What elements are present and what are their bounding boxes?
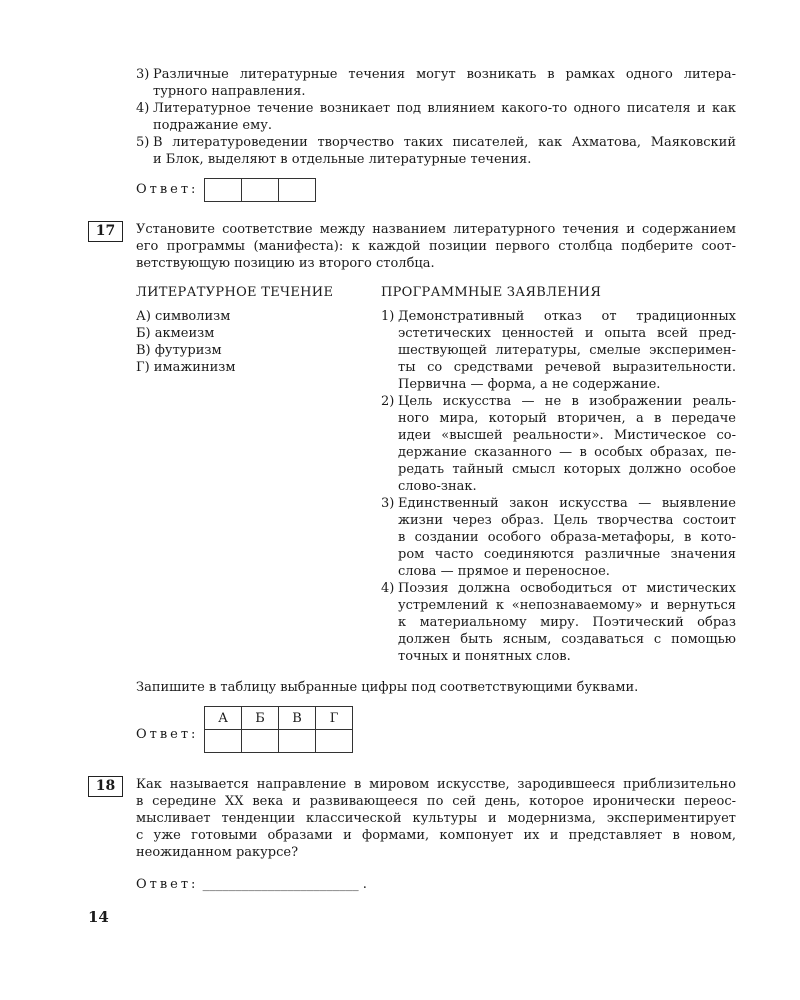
answer-cell-g[interactable] [316, 730, 353, 753]
text-lines [398, 393, 736, 495]
answer-line-q18[interactable] [136, 877, 367, 892]
right-column-header: ПРОГРАММНЫЕ ЗАЯВЛЕНИЯ [381, 285, 602, 300]
text-line: ты со средствами речевой выразительности. [398, 360, 736, 375]
text-line: с уже готовыми образами и формами, компонует их и представляет в новом, [136, 828, 736, 843]
text-line: Различные литературные течения могут возникать в рамках одного литера- [153, 67, 736, 82]
option-number: 2) [381, 394, 395, 409]
text-line: слово-знак. [398, 479, 477, 494]
answer-boxes-q16 [204, 178, 316, 202]
text-lines [398, 580, 736, 665]
text-line: эстетических ценностей и опыта всей пред- [398, 326, 736, 341]
text-line: точных и понятных слов. [398, 649, 571, 664]
answer-label-q18: Ответ: [136, 877, 199, 892]
text-line: слова — прямое и переносное. [398, 564, 610, 579]
text-line: держание сказанного — в особых образах, пе- [398, 445, 736, 460]
text-line: Литературное течение возникает под влиянием какого-то одного писателя и как [153, 101, 736, 116]
text-line: Демонстративный отказ от традиционных [398, 309, 736, 324]
answer-label-q17: Ответ: [136, 727, 199, 742]
q17-instruction: Запишите в таблицу выбранные цифры под соответствующими буквами. [136, 680, 639, 695]
question-number-17: 17 [88, 221, 123, 242]
text-line: Поэзия должна освободиться от мистических [398, 581, 736, 596]
table-header-g: Г [316, 707, 353, 730]
text-lines [153, 66, 736, 100]
text-line: турного направления. [153, 84, 306, 99]
text-line: неожиданном ракурсе? [136, 845, 299, 860]
answer-label-q16: Ответ: [136, 182, 199, 197]
question-number-18: 18 [88, 776, 123, 797]
left-item-v: В) футуризм [136, 343, 222, 358]
text-line: и Блок, выделяют в отдельные литературные течения. [153, 152, 532, 167]
text-line: в середине XX века и развивающееся по сей день, которое иронически переос- [136, 794, 736, 809]
text-line: В литературоведении творчество таких писателей, как Ахматова, Маяковский [153, 135, 736, 150]
option-number: 3) [381, 496, 395, 511]
text-line: Цель искусства — не в изображении реаль- [398, 394, 736, 409]
text-line: идеи «высшей реальности». Мистическое со- [398, 428, 736, 443]
text-line: жизни через образ. Цель творчества состоит [398, 513, 736, 528]
page-number: 14 [88, 908, 109, 926]
text-line: его программы (манифеста): к каждой позиции первого столбца подберите соот- [136, 239, 736, 254]
answer-cell-v[interactable] [279, 730, 316, 753]
option-number: 5) [136, 135, 150, 150]
left-column-items [136, 308, 236, 376]
table-header-v: В [279, 707, 316, 730]
left-item-g: Г) имажинизм [136, 360, 236, 375]
text-line: должен быть ясным, создаваться с помощью [398, 632, 736, 647]
text-line: к материальному миру. Поэтический образ [398, 615, 736, 630]
text-lines [136, 776, 736, 861]
table-header-a: А [205, 707, 242, 730]
text-line: мысливает тенденции классической культуры и модернизма, экспериментирует [136, 811, 736, 826]
text-lines [136, 221, 736, 272]
text-line: устремлений к «непознаваемому» и вернуться [398, 598, 736, 613]
answer-cell[interactable] [279, 179, 316, 202]
answer-blank[interactable]: ________________________ . [202, 877, 367, 892]
option-number: 4) [381, 581, 395, 596]
table-header-b: Б [242, 707, 279, 730]
text-line: ного мира, который вторичен, а в передаче [398, 411, 736, 426]
option-number: 1) [381, 309, 395, 324]
answer-cell-a[interactable] [205, 730, 242, 753]
left-column-header: ЛИТЕРАТУРНОЕ ТЕЧЕНИЕ [136, 285, 334, 300]
text-line: подражание ему. [153, 118, 273, 133]
answer-cell[interactable] [242, 179, 279, 202]
text-lines [153, 134, 736, 168]
text-line: Первична — форма, а не содержание. [398, 377, 661, 392]
option-number: 4) [136, 101, 150, 116]
text-line: шествующей литературы, смелые эксперимен- [398, 343, 736, 358]
text-line: ром часто соединяются различные значения [398, 547, 736, 562]
text-line: редать тайный смысл которых должно особое [398, 462, 736, 477]
text-line: Установите соответствие между названием литературного течения и содержанием [136, 222, 736, 237]
text-line: в создании особого образа-метафоры, в кото- [398, 530, 736, 545]
answer-cell-b[interactable] [242, 730, 279, 753]
left-item-a: А) символизм [136, 309, 231, 324]
text-lines [398, 495, 736, 580]
answer-cell[interactable] [205, 179, 242, 202]
answer-table-q17 [204, 706, 353, 753]
text-line: Единственный закон искусства — выявление [398, 496, 736, 511]
text-lines [398, 308, 736, 393]
left-item-b: Б) акмеизм [136, 326, 215, 341]
option-number: 3) [136, 67, 150, 82]
text-line: ветствующую позицию из второго столбца. [136, 256, 435, 271]
text-lines [153, 100, 736, 134]
text-line: Как называется направление в мировом искусстве, зародившееся приблизительно [136, 777, 736, 792]
